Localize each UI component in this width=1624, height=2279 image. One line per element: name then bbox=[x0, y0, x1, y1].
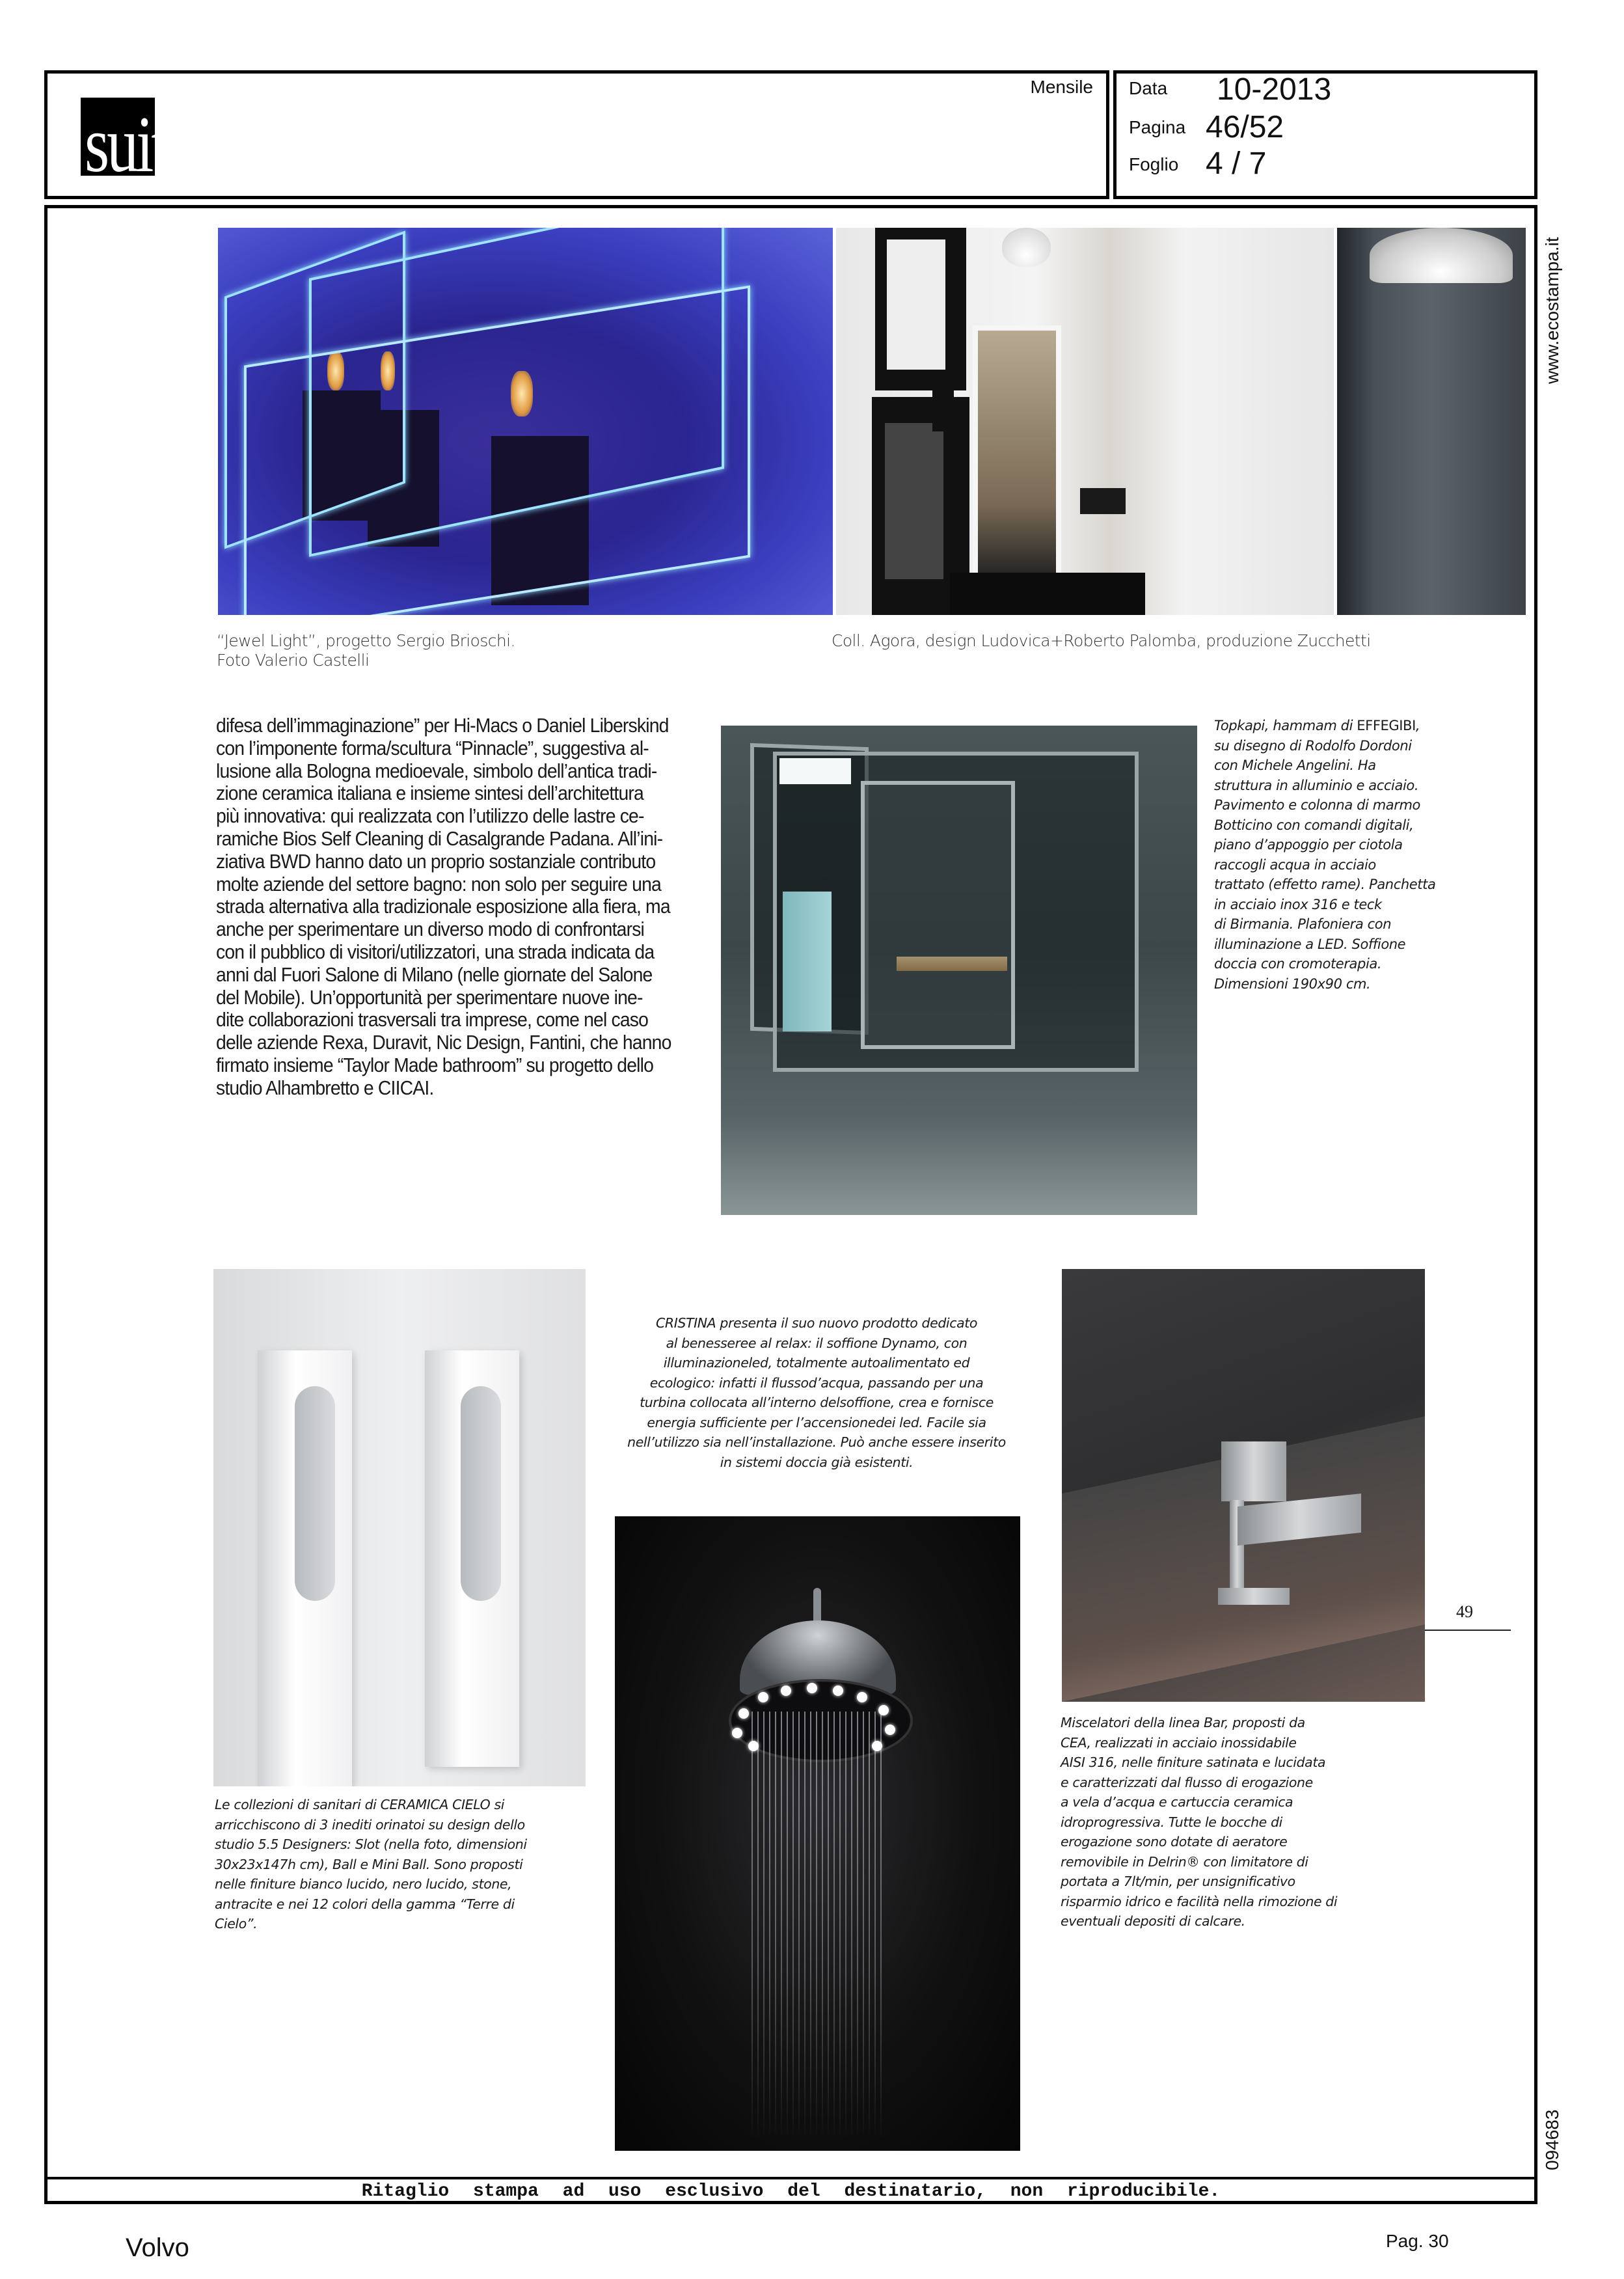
jewel-light-caption-line-1: “Jewel Light”, progetto Sergio Brioschi. bbox=[217, 631, 515, 650]
cea-caption-line: risparmio idrico e facilità nella rimozione di bbox=[1061, 1893, 1338, 1909]
hammam-caption-line: in acciaio inox 316 e teck bbox=[1214, 896, 1382, 912]
hammam-caption-line: Pavimento e colonna di marmo bbox=[1214, 797, 1420, 813]
ceramica-cielo-urinal-image bbox=[213, 1269, 586, 1786]
cielo-caption-line: Cielo”. bbox=[215, 1916, 258, 1931]
hammam-caption-line: trattato (effetto rame). Panchetta bbox=[1214, 877, 1436, 892]
client-name: Volvo bbox=[126, 2233, 189, 2262]
ecostampa-website: www.ecostampa.it bbox=[1542, 237, 1562, 384]
hammam-caption-line: Botticino con comandi digitali, bbox=[1214, 817, 1414, 833]
jewel-light-caption-line-2: Foto Valerio Castelli bbox=[217, 651, 370, 670]
body-line: ziativa BWD hanno dato un proprio sostanziale contributo bbox=[216, 850, 656, 873]
body-line: più innovativa: qui realizzata con l’utilizzo delle lastre ce- bbox=[216, 805, 644, 828]
agora-caption: Coll. Agora, design Ludovica+Roberto Palomba, produzione Zucchetti bbox=[832, 631, 1371, 650]
cielo-caption-line: arricchiscono di 3 inediti orinatoi su design dello bbox=[215, 1816, 525, 1833]
cielo-caption-line: nelle finiture bianco lucido, nero lucido, stone, bbox=[215, 1876, 512, 1892]
cea-caption-line: eventuali depositi di calcare. bbox=[1061, 1913, 1245, 1929]
agora-detail-image bbox=[1337, 228, 1526, 615]
clipping-code: 094683 bbox=[1542, 2109, 1562, 2170]
cea-bar-mixer-image bbox=[1062, 1269, 1425, 1702]
agora-bathroom-image bbox=[836, 228, 1334, 615]
suite-logo-text: suite bbox=[85, 101, 193, 189]
cristina-caption-line: CRISTINA presenta il suo nuovo prodotto dedicato bbox=[655, 1315, 978, 1331]
article-body bbox=[216, 715, 724, 1100]
cea-caption-line: CEA, realizzati in acciaio inossidabile bbox=[1061, 1734, 1297, 1751]
clipping-page-number: Pag. 30 bbox=[1386, 2231, 1449, 2251]
footer-divider bbox=[44, 2177, 1537, 2179]
cea-caption-line: idroprogressiva. Tutte le bocche di bbox=[1061, 1814, 1282, 1830]
body-line: studio Alhambretto e CIICAI. bbox=[216, 1076, 434, 1099]
date-value: 10-2013 bbox=[1217, 72, 1332, 107]
periodicity-label: Mensile bbox=[1030, 77, 1093, 97]
hammam-caption-line: con Michele Angelini. Ha bbox=[1214, 757, 1376, 773]
cielo-caption-line: 30x23x147h cm), Ball e Mini Ball. Sono proposti bbox=[215, 1856, 523, 1872]
hammam-caption-line: struttura in alluminio e acciaio. bbox=[1214, 777, 1419, 793]
cristina-caption-line: illuminazioneled, totalmente autoalimentato ed bbox=[663, 1355, 970, 1371]
page-number-rule bbox=[1425, 1630, 1511, 1631]
body-line: firmato insieme “Taylor Made bathroom” su progetto dello bbox=[216, 1054, 654, 1076]
dynamo-shower-image bbox=[615, 1516, 1020, 2151]
hammam-caption bbox=[1214, 716, 1448, 994]
body-line: con l’imponente forma/scultura “Pinnacle”, suggestiva al- bbox=[216, 737, 649, 759]
body-line: dite collaborazioni trasversali tra imprese, come nel caso bbox=[216, 1009, 649, 1031]
body-line: lusione alla Bologna medioevale, simbolo dell’antica tradi- bbox=[216, 759, 657, 782]
hammam-caption-line: raccogli acqua in acciaio bbox=[1214, 856, 1376, 873]
magazine-page-number: 49 bbox=[1456, 1602, 1473, 1621]
cea-caption-line: removibile in Delrin® con limitatore di bbox=[1061, 1853, 1308, 1870]
cea-caption-line: AISI 316, nelle finiture satinata e lucidata bbox=[1061, 1754, 1326, 1770]
sheet-label: Foglio bbox=[1129, 154, 1179, 174]
cea-caption-line: erogazione sono dotate di aeratore bbox=[1061, 1834, 1288, 1849]
hammam-caption-line: su disegno di Rodolfo Dordoni bbox=[1214, 737, 1412, 754]
page-label: Pagina bbox=[1129, 117, 1186, 137]
date-label: Data bbox=[1129, 78, 1168, 98]
hammam-caption-line: illuminazione a LED. Soffione bbox=[1214, 936, 1406, 952]
cristina-caption-line: ecologico: infatti il flussod’acqua, passando per una bbox=[649, 1374, 984, 1391]
cristina-caption-line: energia sufficiente per l’accensionedei led. Facile sia bbox=[647, 1414, 986, 1430]
sheet-value: 4 / 7 bbox=[1206, 146, 1267, 181]
cea-caption-line: a vela d’acqua e cartuccia ceramica bbox=[1061, 1794, 1293, 1810]
cristina-caption-line: in sistemi doccia già esistenti. bbox=[720, 1454, 914, 1470]
topkapi-hammam-image bbox=[721, 726, 1197, 1215]
hammam-caption-line: Dimensioni 190x90 cm. bbox=[1214, 976, 1371, 992]
body-line: strada alternativa alla tradizionale esposizione alla fiera, ma bbox=[216, 895, 670, 918]
hammam-caption-line: di Birmania. Plafoniera con bbox=[1214, 916, 1392, 932]
jewel-light-image bbox=[218, 228, 833, 615]
body-line: del Mobile). Un’opportunità per sperimentare nuove ine- bbox=[216, 986, 643, 1009]
cristina-caption-line: turbina collocata all’interno delsoffione, crea e fornisce bbox=[640, 1395, 994, 1410]
masthead-box bbox=[44, 70, 1109, 199]
cea-caption-line: Miscelatori della linea Bar, proposti da bbox=[1061, 1715, 1305, 1730]
reproduction-notice: Ritaglio stampa ad uso esclusivo del destinatario, non riproducibile. bbox=[361, 2181, 1221, 2202]
body-line: anche per sperimentare un diverso modo di confrontarsi bbox=[216, 918, 645, 941]
page-value: 46/52 bbox=[1206, 110, 1284, 144]
cielo-caption-line: Le collezioni di sanitari di CERAMICA CIELO si bbox=[215, 1797, 505, 1812]
body-line: con il pubblico di visitori/utilizzatori, una strada indicata da bbox=[216, 940, 655, 963]
hammam-caption-line: piano d’appoggio per ciotola bbox=[1214, 837, 1403, 853]
cea-caption-line: portata a 7lt/min, per unsignificativo bbox=[1061, 1874, 1295, 1889]
body-line: delle aziende Rexa, Duravit, Nic Design, Fantini, che hanno bbox=[216, 1031, 671, 1054]
body-line: molte aziende del settore bagno: non solo per seguire una bbox=[216, 873, 661, 895]
body-line: zione ceramica italiana e insieme sintesi dell’architettura bbox=[216, 782, 643, 805]
hammam-caption-line: doccia con cromoterapia. bbox=[1214, 956, 1382, 972]
cielo-caption bbox=[215, 1795, 579, 1934]
cea-caption-line: e caratterizzati dal flusso di erogazione bbox=[1061, 1774, 1313, 1790]
cristina-caption bbox=[602, 1313, 1031, 1472]
cristina-caption-line: al benesseree al relax: il soffione Dynamo, con bbox=[666, 1335, 968, 1351]
hammam-caption-line: Topkapi, hammam di EFFEGIBI, bbox=[1214, 718, 1420, 733]
body-line: difesa dell’immaginazione” per Hi-Macs o Daniel Liberskind bbox=[216, 715, 669, 737]
cea-caption bbox=[1061, 1713, 1425, 1931]
body-line: ramiche Bios Self Cleaning di Casalgrande Padana. All’ini- bbox=[216, 827, 663, 850]
body-line: anni dal Fuori Salone di Milano (nelle giornate del Salone bbox=[216, 963, 653, 986]
hammam-brand: EFFEGIBI bbox=[1357, 718, 1416, 733]
cielo-caption-line: antracite e nei 12 colori della gamma “Terre di bbox=[215, 1896, 515, 1912]
cristina-caption-line: nell’utilizzo sia nell’installazione. Può anche essere inserito bbox=[627, 1434, 1006, 1450]
cielo-caption-line: studio 5.5 Designers: Slot (nella foto, dimensioni bbox=[215, 1836, 527, 1852]
